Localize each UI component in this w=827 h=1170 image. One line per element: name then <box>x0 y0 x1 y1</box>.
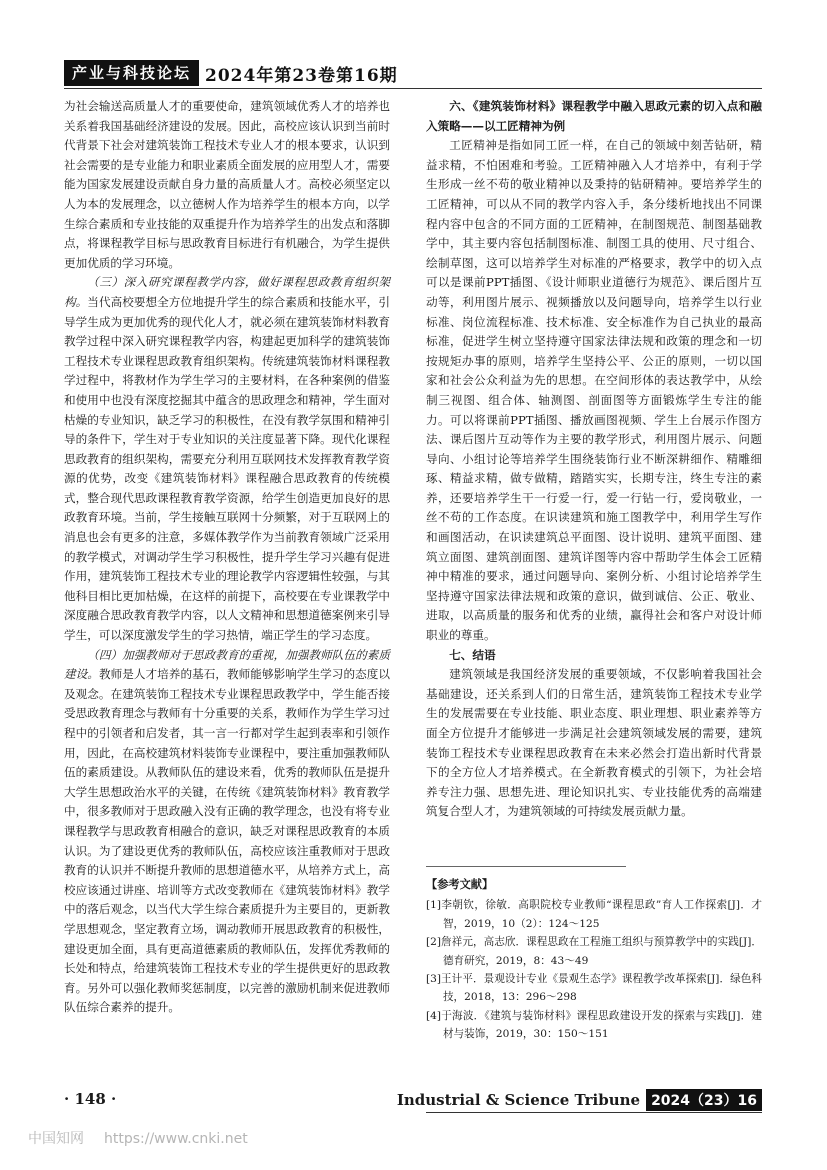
references <box>426 876 762 1044</box>
journal-name: 产业与科技论坛 <box>64 60 199 86</box>
references-title: 【参考文献】 <box>426 878 494 891</box>
paragraph: 为社会输送高质量人才的重要使命，建筑领域优秀人才的培养也关系着我国基础经济建设的发展。因此，高校应该认识到当前时代背景下社会对建筑装饰工程技术专业人才的根本要求，认识到社会需要的是专业能力和职业素质全面发展的应用型人才，需要能为国家发展建设贡献自身力量的高质量人才。高校必须坚定以人为本的发展理念，以立德树人作为培养学生的根本方向，以学生综合素质和专业技能的双重提升作为培养学生的出发点和落脚点，将课程教学目标与思政教育目标进行有机融合，为学生提供更加优质的学习环境。 <box>64 99 390 270</box>
reference-item: [3]王计平．景观设计专业《景观生态学》课程教学改革探索[J]．绿色科技，2018，13：296～298 <box>426 973 762 1004</box>
watermark <box>28 1128 248 1148</box>
paragraph <box>64 273 390 645</box>
left-column <box>64 97 390 1018</box>
journal-issue: 2024年第23卷第16期 <box>205 65 398 86</box>
footer-issue: 2024（23）16 <box>646 1089 762 1111</box>
header-rule <box>64 88 762 89</box>
section-heading: （四）加强教师对于思政教育的重视，加强教师队伍的素质建设。 <box>64 647 390 682</box>
reference-item: [4]于海波．《建筑与装饰材料》课程思政建设开发的探索与实践[J]．建材与装饰，2019，30：150～151 <box>426 1009 762 1041</box>
page-header <box>64 60 398 86</box>
paragraph-body: 当代高校要想全方位地提升学生的综合素质和技能水平，引导学生成为更加优秀的现代化人才，就必须在建筑装饰材料教育教学过程中深入研究课程教学内容，构建起更加科学的建筑装饰工程技术专业课程思政教育组织架构。传统建筑装饰材料课程教学过程中，将教材作为学生学习的主要材料，在各种案例的借鉴和使用中也没有深度挖掘其中蕴含的思政理念和精神，学生面对枯燥的专业知识，缺乏学习的积极性，在没有教学氛围和精神引导的条件下，学生对于专业知识的关注度显著下降。现代化课程思政教育的组织架构，需要充分利用互联网技术发挥教育教学资源的优势，改变《建筑装饰材料》课程融合思政教育的传统模式，整合现代思政课程教育教学资源，给学生创造更加良好的思政教育环境。当前，学生接触互联网十分频繁，对于互联网上的消息也会有更多的注意，多媒体教学作为当前教育领域广泛采用的教学模式，对调动学生学习积极性，提升学生学习兴趣有促进作用，建筑装饰工程技术专业的理论教学内容逻辑性较强，与其他科目相比更加枯燥，在这样的前提下，高校要在专业课教学中深度融合思政教育教学内容，以人文精神和思想道德案例来引导学生，可以深度激发学生的学习热情，端正学生的学习态度。 <box>64 294 390 643</box>
footer-title: Industrial & Science Tribune <box>396 1091 641 1109</box>
paragraph: 建筑领域是我国经济发展的重要领域，不仅影响着我国社会基础建设，还关系到人们的日常生活，建筑装饰工程技术专业学生的发展需要在专业技能、职业态度、职业理想、职业素养等方面全方位提升才能够进一步满足社会建筑领域发展的需要，建筑装饰工程技术专业课程思政教育在未来必然会打造出新时代背景下的全方位人才培养模式。在全新教育模式的引领下，为社会培养专注力强、思想先进、理论知识扎实、专业技能优秀的高端建筑复合型人才，为建筑领域的可持续发展贡献力量。 <box>426 667 762 819</box>
paragraph-body: 教师是人才培养的基石，教师能够影响学生学习的态度以及观念。在建筑装饰工程技术专业课程思政教学中，学生能否接受思政教育理念与教师有十分重要的关系，教师作为学生学习过程中的引领者和启发者，其一言一行都对学生起到表率和引领作用，因此，在高校建筑材料装饰专业课程中，要注重加强教师队伍的素质建设。从教师队伍的建设来看，优秀的教师队伍是提升大学生思想政治水平的关键，在传统《建筑装饰材料》教育教学中，很多教师对于思政融入没有正确的教学理念，也没有将专业课程教学与思政教育相融合的意识，缺乏对课程思政教育的本质认识。为了建设更优秀的教师队伍，高校应该注重教师对于思政教育的认识并不断提升教师的思想道德水平，从培养方式上，高校应该通过讲座、培训等方式改变教师在《建筑装饰材料》教学中的落后观念，以当代大学生综合素质提升为主要目的，更新教学思想观念，坚定教育立场，调动教师开展思政教育的积极性，建设更加全面，具有更高道德素质的教师队伍，发挥优秀教师的长处和特点，给建筑装饰工程技术专业的学生提供更好的思政教育。另外可以强化教师奖惩制度，以完善的激励机制来促进教师队伍综合素养的提升。 <box>64 667 390 1015</box>
page-number: · 148 · <box>64 1090 117 1108</box>
reference-item: [2]詹祥元，高志欣．课程思政在工程施工组织与预算教学中的实践[J]．德育研究，2019，8：43～49 <box>426 936 762 967</box>
footer-journal <box>397 1089 762 1111</box>
footer-rule <box>426 1112 762 1113</box>
watermark-site: 中国知网 <box>28 1131 84 1147</box>
section-heading: （三）深入研究课程教学内容，做好课程思政教育组织架构。 <box>64 275 390 309</box>
references-rule <box>426 866 626 867</box>
paragraph: 工匠精神是指如同工匠一样，在自己的领域中刻苦钻研，精益求精，不怕困难和考验。工匠精神融入人才培养中，有利于学生形成一丝不苟的敬业精神以及秉持的钻研精神。要培养学生的工匠精神，可以从不同的教学内容入手，条分缕析地找出不同课程内容中包含的不同方面的工匠精神，在制图规范、制图基础教学中，其主要内容包括制图标准、制图工具的使用、尺寸组合、绘制草图，这可以培养学生对标准的严格要求，教学中的切入点可以是课前PPT插图、《设计师职业道德行为规范》、课后图片互动等，利用图片展示、视频播放以及问题导向，培养学生以行业标准、岗位流程标准、技术标准、安全标准作为自己执业的最高标准，促进学生树立坚持遵守国家法律法规和政策的理念和一切按规矩办事的原则，培养学生坚持公平、公正的原则，一切以国家和社会公众利益为先的思想。在空间形体的表达教学中，从绘制三视图、组合体、轴测图、剖面图等方面锻炼学生专注的能力。可以将课前PPT插图、播放画图视频、学生上台展示作图方法、课后图片互动等作为主要的教学形式，利用图片展示、问题导向、小组讨论等培养学生围绕装饰行业不断深耕细作、精雕细琢、精益求精，做专做精，踏踏实实，长期专注，终生专注的素养，还要培养学生干一行爱一行，爱一行钻一行，爱岗敬业，一丝不苟的工作态度。在识读建筑和施工图教学中，利用学生写作和画图活动，在识读建筑总平面图、设计说明、建筑平面图、建筑立面图、建筑剖面图、建筑详图等内容中帮助学生体会工匠精神中精准的要求，通过问题导向、案例分析、小组讨论培养学生坚持遵守国家法律法规和政策的意识，做到诚信、公正、敬业、进取，以高质量的服务和优秀的业绩，赢得社会和客户对设计师职业的尊重。 <box>426 138 762 643</box>
reference-item: [1]李朝钦，徐敏．高职院校专业教师“课程思政”育人工作探索[J]．才智，2019，10（2）：124～125 <box>426 899 762 930</box>
paragraph <box>64 646 390 1018</box>
section-heading: 七、结语 <box>449 647 496 662</box>
watermark-url: https://www.cnki.net <box>104 1131 248 1147</box>
section-heading: 六、《建筑装饰材料》课程教学中融入思政元素的切入点和融入策略——以工匠精神为例 <box>426 99 762 133</box>
right-column <box>426 97 762 822</box>
